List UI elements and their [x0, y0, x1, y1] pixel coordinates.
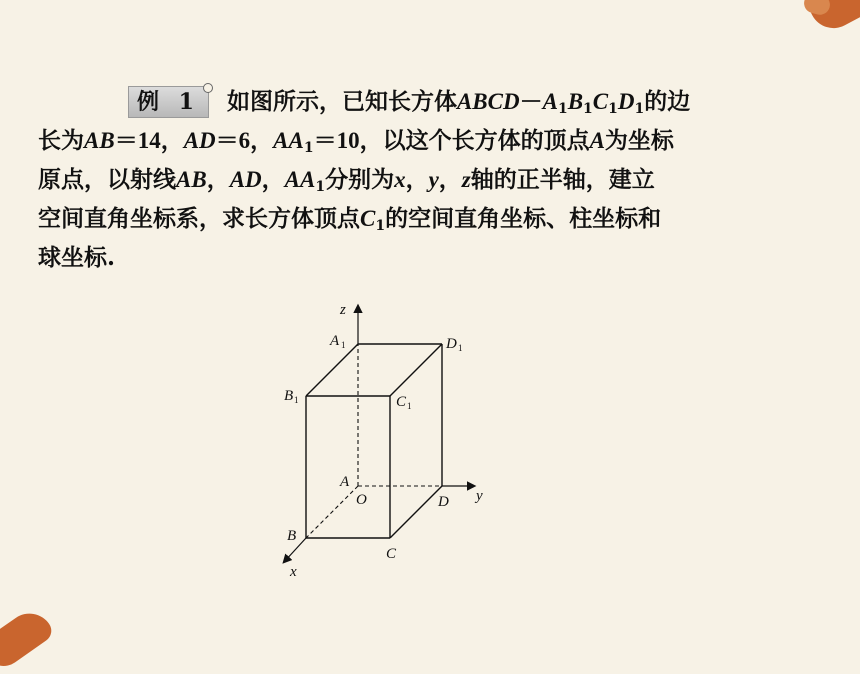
label-B1: B [284, 388, 294, 404]
label-C: C [386, 546, 397, 562]
edge-A-B [306, 486, 358, 538]
cuboid-figure [270, 296, 510, 586]
badge-dot-icon [203, 83, 213, 93]
label-C1: C [396, 394, 407, 410]
problem-line-4: 空间直角坐标系，求长方体顶点$C_1$的空间直角坐标、柱坐标和 [38, 205, 662, 234]
edge-A1-B1 [306, 344, 358, 396]
label-z: z [340, 302, 346, 318]
label-D1-sub: 1 [458, 343, 463, 353]
label-A: A [340, 474, 350, 490]
problem-line-2: 长为AB＝14，AD＝6，$AA_1=10$，以这个长方体的顶点A为坐标 [38, 127, 674, 156]
label-O: O [356, 492, 367, 508]
problem-line-3: 原点，以射线AB，AD，$AA_1$分别为x，y，z轴的正半轴，建立 [38, 166, 655, 195]
label-D: D [438, 494, 449, 510]
problem-line-5: 球坐标. [38, 244, 116, 271]
label-D1: D [446, 336, 457, 352]
edge-D1-C1 [390, 344, 442, 396]
label-y: y [476, 488, 483, 504]
label-A1: A [330, 333, 340, 349]
label-B: B [287, 528, 297, 544]
example-badge: 例 1 [128, 86, 209, 118]
edge-C-D [390, 486, 442, 538]
label-x: x [290, 564, 297, 580]
label-A1-sub: 1 [341, 340, 346, 350]
label-C1-sub: 1 [407, 401, 412, 411]
problem-text [38, 82, 828, 277]
label-B1-sub: 1 [294, 395, 299, 405]
problem-line-1: 例 1 如图所示，已知长方体$ABCD-A_1B_1C_1D_1$的边 [38, 82, 828, 121]
corner-decoration-bottom-left [0, 604, 56, 674]
